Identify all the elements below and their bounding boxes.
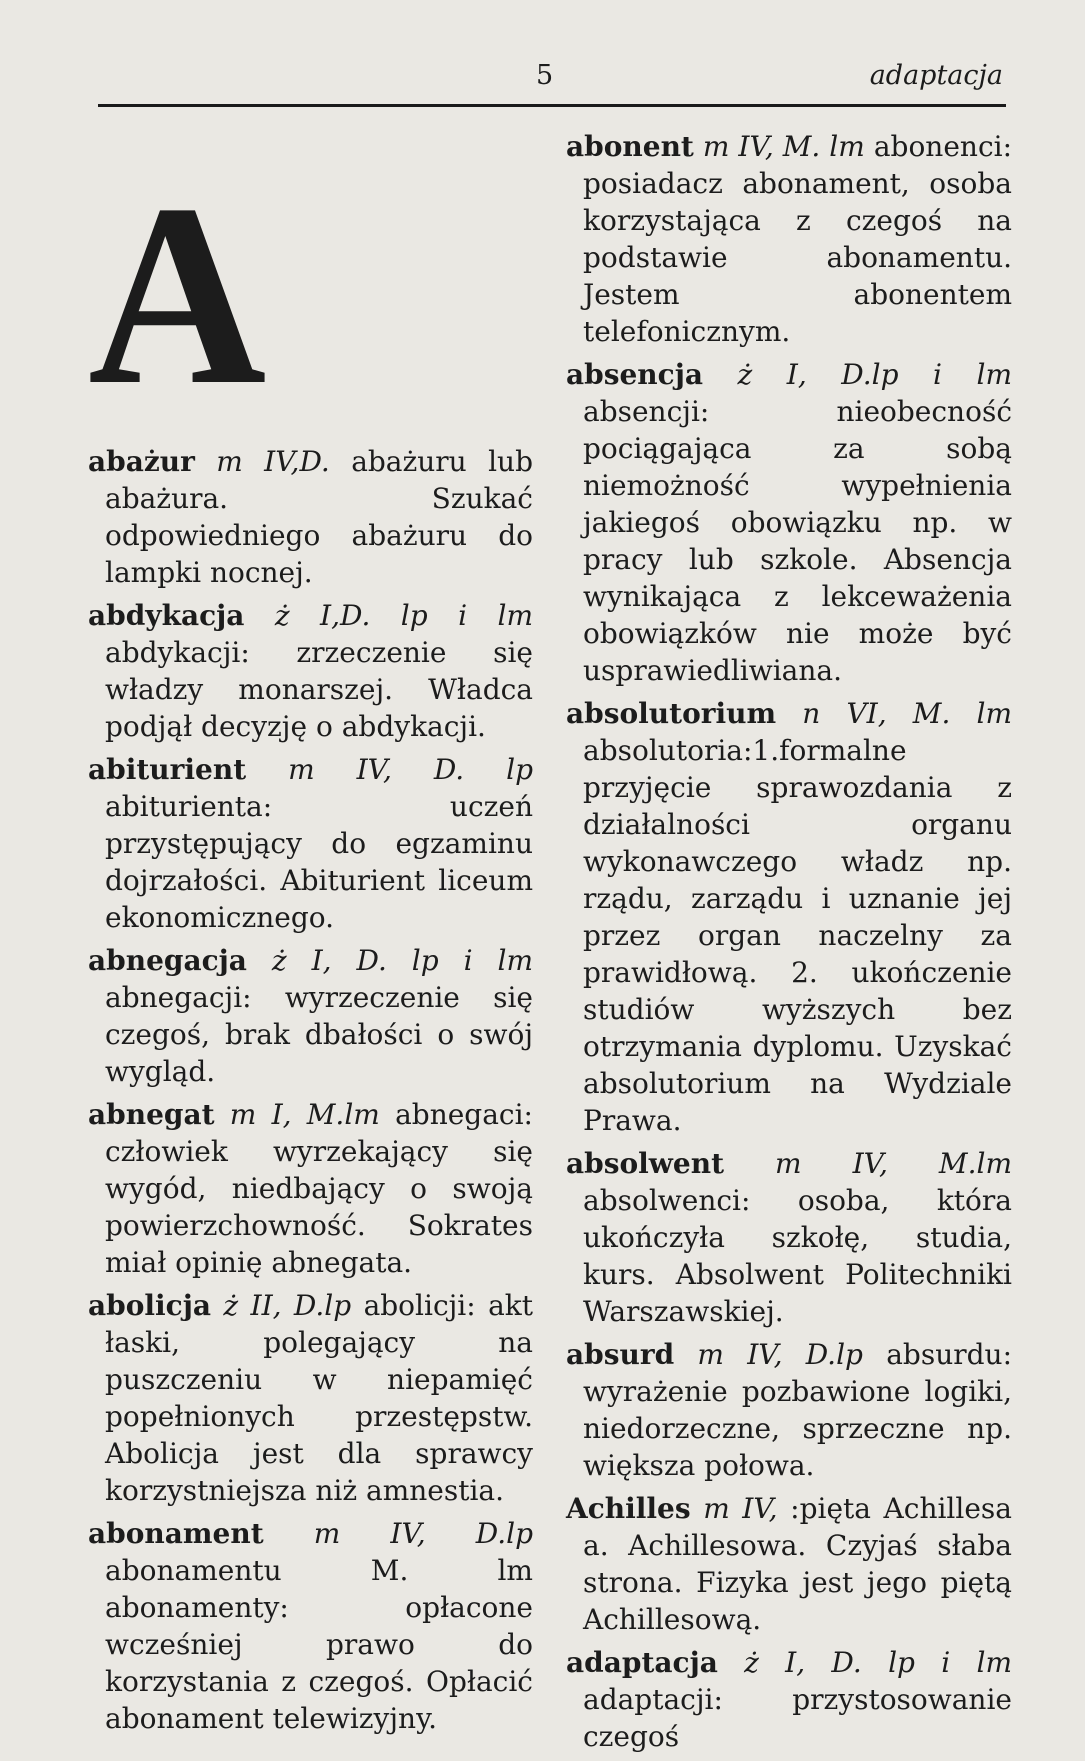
entry-definition: abiturienta: uczeń przystępujący do egzaminu dojrzałości. Abiturient liceum ekonomicznego. — [105, 790, 533, 934]
entry-headword: abonent — [566, 130, 694, 163]
entry-headword: abolicja — [88, 1289, 211, 1322]
dictionary-entry — [88, 1287, 533, 1509]
entry-grammar: ż I,D. lp i lm — [274, 599, 533, 632]
entry-definition: absencji: nieobecność pociągająca za sobą niemożność wypełnienia jakiegoś obowiązku np. w pracy lub szkole. Absencja wynikająca z lekceważenia obowiązków nie może być usprawiedliwiana. — [583, 395, 1012, 687]
dictionary-entry — [88, 1096, 533, 1281]
dictionary-entry — [88, 597, 533, 745]
dictionary-entry — [566, 1644, 1012, 1755]
entry-headword: abnegat — [88, 1098, 215, 1131]
entry-headword: absolutorium — [566, 697, 777, 730]
entry-grammar: n VI, M. lm — [802, 697, 1012, 730]
entry-headword: Achilles — [566, 1492, 691, 1525]
dictionary-entry — [566, 1490, 1012, 1638]
entry-grammar: ż I, D. lp i lm — [744, 1646, 1012, 1679]
entry-headword: absencja — [566, 358, 703, 391]
dictionary-entry — [566, 128, 1012, 350]
entry-definition: abonamentu M. lm abonamenty: opłacone wcześniej prawo do korzystania z czegoś. Opłacić abonament telewizyjny. — [105, 1554, 533, 1735]
entry-definition: adaptacji: przystosowanie czegoś — [583, 1683, 1012, 1753]
entry-grammar: m IV, M.lm — [775, 1147, 1013, 1180]
dictionary-entry — [88, 751, 533, 936]
entry-definition: absolutoria:1.formalne przyjęcie sprawozdania z działalności organu wykonawczego władz np. rządu, zarządu i uznanie jej przez organ naczelny za prawidłową. 2. ukończenie studiów wyższych bez otrzymania dyplomu. Uzyskać absolutorium na Wydziale Prawa. — [583, 734, 1012, 1137]
entry-definition: abonenci: posiadacz abonament, osoba korzystająca z czegoś na podstawie abonamentu. Jestem abonentem telefonicznym. — [583, 130, 1013, 348]
entry-definition: absolwenci: osoba, która ukończyła szkołę, studia, kurs. Absolwent Politechniki Warszawskiej. — [583, 1184, 1012, 1328]
entry-grammar: m IV, M. lm — [702, 130, 865, 163]
entry-grammar: ż II, D.lp — [223, 1289, 352, 1322]
header-rule — [98, 104, 1006, 107]
entry-grammar: m IV,D. — [216, 445, 330, 478]
dictionary-entry — [88, 942, 533, 1090]
left-column — [88, 443, 533, 1743]
entry-definition: abażuru lub abażura. Szukać odpowiedniego abażuru do lampki nocnej. — [105, 445, 533, 589]
entry-grammar: m IV, D.lp — [313, 1517, 533, 1550]
entry-definition: abnegacji: wyrzeczenie się czegoś, brak dbałości o swój wygląd. — [105, 981, 533, 1088]
dictionary-entry — [566, 356, 1012, 689]
entry-headword: abażur — [88, 445, 195, 478]
drop-letter: A — [88, 151, 267, 439]
entry-headword: absurd — [566, 1338, 675, 1371]
entry-grammar: ż I, D.lp i lm — [737, 358, 1012, 391]
dictionary-entry — [88, 1515, 533, 1737]
entry-headword: abonament — [88, 1517, 264, 1550]
dictionary-entry — [88, 443, 533, 591]
entry-headword: absolwent — [566, 1147, 725, 1180]
right-column — [566, 128, 1012, 1761]
entry-definition: absurdu: wyrażenie pozbawione logiki, niedorzeczne, sprzeczne np. większa połowa. — [583, 1338, 1013, 1482]
entry-headword: abiturient — [88, 753, 247, 786]
entry-headword: abnegacja — [88, 944, 247, 977]
entry-definition: :pięta Achillesa a. Achillesowa. Czyjaś słaba strona. Fizyka jest jego piętą Achillesową. — [583, 1492, 1012, 1636]
dictionary-entry — [566, 1145, 1012, 1330]
entry-grammar: m I, M.lm — [229, 1098, 380, 1131]
page-number: 5 — [536, 60, 554, 91]
running-head: adaptacja — [869, 60, 1003, 91]
entry-definition: abdykacji: zrzeczenie się władzy monarszej. Władca podjął decyzję o abdykacji. — [105, 636, 533, 743]
entry-headword: adaptacja — [566, 1646, 718, 1679]
entry-grammar: m IV, D.lp — [697, 1338, 863, 1371]
entry-headword: abdykacja — [88, 599, 245, 632]
entry-definition: abnegaci: człowiek wyrzekający się wygód, niedbający o swoją powierzchowność. Sokrates miał opinię abnegata. — [105, 1098, 533, 1279]
entry-grammar: ż I, D. lp i lm — [271, 944, 534, 977]
entry-grammar: m IV, D. lp — [288, 753, 533, 786]
entry-grammar: m IV, — [703, 1492, 778, 1525]
dictionary-entry — [566, 695, 1012, 1139]
dictionary-entry — [566, 1336, 1012, 1484]
entry-definition: abolicji: akt łaski, polegający na puszczeniu w niepamięć popełnionych przestępstw. Abolicja jest dla sprawcy korzystniejsza niż amnestia. — [105, 1289, 533, 1507]
